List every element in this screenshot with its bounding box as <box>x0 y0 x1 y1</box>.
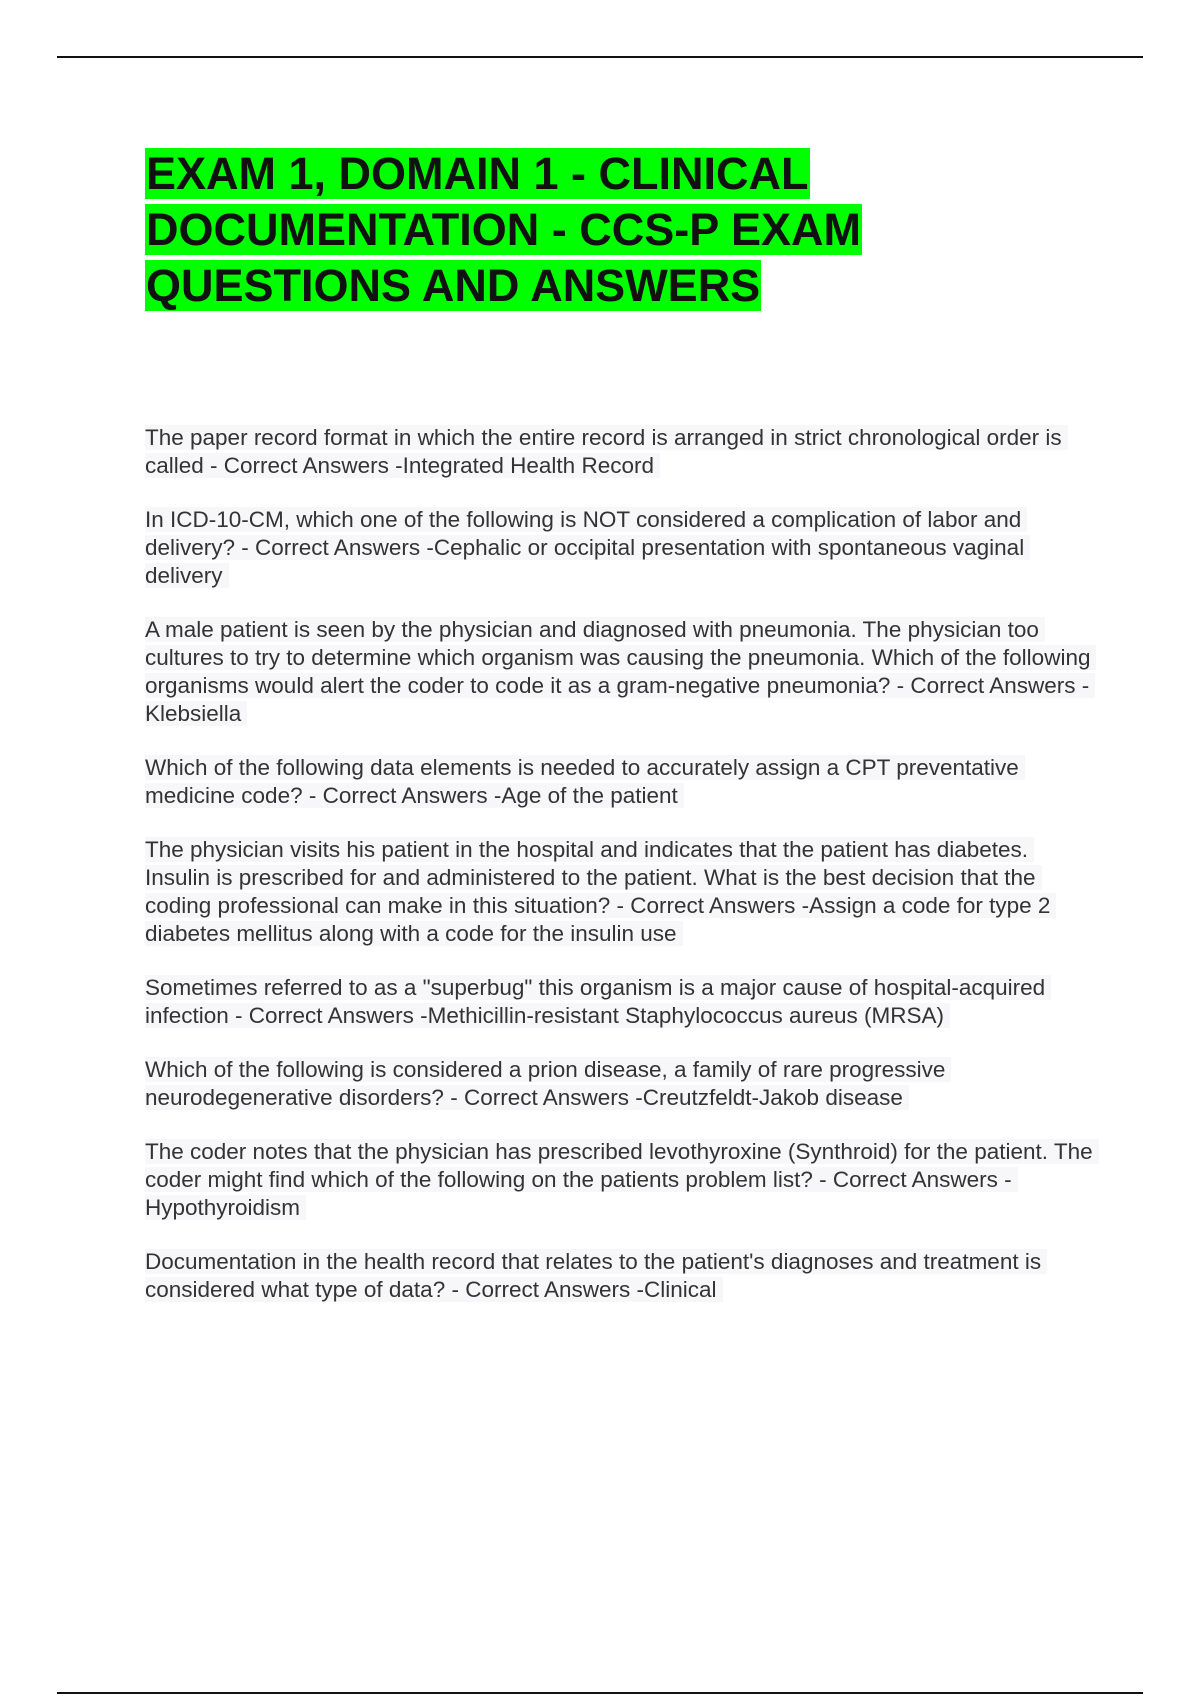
qa-item <box>145 1248 1095 1304</box>
qa-item-text: The paper record format in which the entire record is arranged in strict chronological order is called - Correct Answers -Integrated Health Record <box>145 425 1068 478</box>
qa-item <box>145 836 1095 948</box>
qa-item <box>145 1056 1095 1112</box>
qa-item-text: Documentation in the health record that relates to the patient's diagnoses and treatment is considered what type of data? - Correct Answers -Clinical <box>145 1249 1047 1302</box>
qa-item-text: Which of the following is considered a prion disease, a family of rare progressive neurodegenerative disorders? - Correct Answers -Creutzfeldt-Jakob disease <box>145 1057 951 1110</box>
qa-item-text: Which of the following data elements is needed to accurately assign a CPT preventative medicine code? - Correct Answers -Age of the patient <box>145 755 1025 808</box>
bottom-rule <box>57 1692 1143 1694</box>
document-body <box>145 146 1095 1302</box>
qa-item <box>145 616 1095 728</box>
qa-item-text: Sometimes referred to as a "superbug" this organism is a major cause of hospital-acquired infection - Correct Answers -Methicillin-resistant Staphylococcus aureus (MRSA) <box>145 975 1051 1028</box>
qa-item <box>145 974 1095 1030</box>
top-rule <box>57 56 1143 58</box>
qa-item-text: The coder notes that the physician has prescribed levothyroxine (Synthroid) for the patient. The coder might find which of the following on the patients problem list? - Correct Answers -Hypothyroidism <box>145 1139 1099 1220</box>
qa-item <box>145 754 1095 810</box>
qa-item <box>145 1138 1095 1222</box>
qa-item-text: The physician visits his patient in the hospital and indicates that the patient has diabetes. Insulin is prescribed for and administered to the patient. What is the best decision that the coding professional can make in this situation? - Correct Answers -Assign a code for type 2 diabetes mellitus along with a code for the insulin use <box>145 837 1056 946</box>
qa-item-text: A male patient is seen by the physician and diagnosed with pneumonia. The physician too cultures to try to determine which organism was causing the pneumonia. Which of the following organisms would alert the coder to code it as a gram-negative pneumonia? - Correct Answers -Klebsiella <box>145 617 1096 726</box>
qa-list <box>145 424 1095 1330</box>
document-title <box>145 146 1095 314</box>
document-title-text: EXAM 1, DOMAIN 1 - CLINICAL DOCUMENTATION - CCS-P EXAM QUESTIONS AND ANSWERS <box>146 148 861 311</box>
qa-item <box>145 506 1095 590</box>
qa-item <box>145 424 1095 480</box>
qa-item-text: In ICD-10-CM, which one of the following is NOT considered a complication of labor and delivery? - Correct Answers -Cephalic or occipital presentation with spontaneous vaginal delivery <box>145 507 1030 588</box>
